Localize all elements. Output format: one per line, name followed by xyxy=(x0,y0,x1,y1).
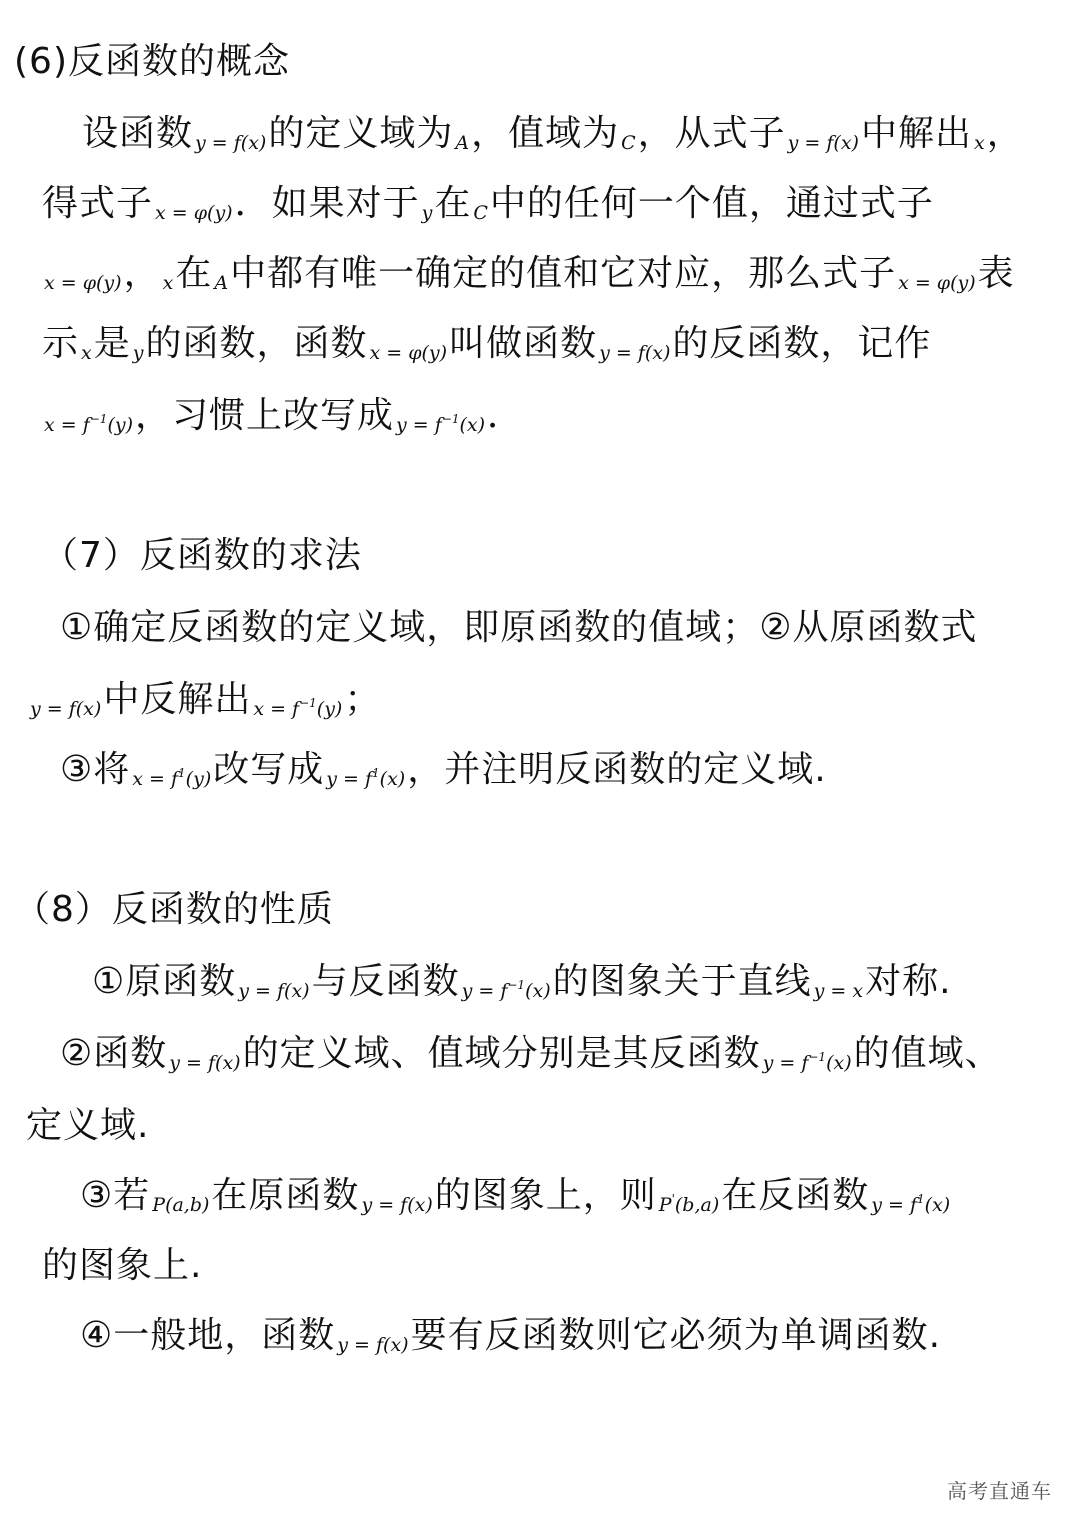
formula-part: y = f xyxy=(871,1194,918,1216)
section-8-item-2 xyxy=(60,1030,1002,1087)
formula-part: y = f xyxy=(461,980,508,1002)
formula xyxy=(132,768,211,790)
text: 的函数，函数 xyxy=(145,323,368,364)
text: 在反函数 xyxy=(721,1175,870,1216)
formula: x xyxy=(81,342,92,364)
formula xyxy=(871,1194,950,1216)
text: ，并注明反函数的定义域. xyxy=(407,749,827,790)
section-6-heading: (6)反函数的概念 xyxy=(14,41,290,82)
text: 表 xyxy=(977,253,1015,294)
text: 中反解出 xyxy=(103,679,252,720)
text: ③将 xyxy=(60,749,131,790)
text: ， xyxy=(123,253,161,294)
text: ，值域为 xyxy=(471,113,620,154)
formula: C xyxy=(473,202,488,224)
text: 在 xyxy=(434,183,472,224)
formula-part: y = f xyxy=(326,768,373,790)
text: ．如果对于 xyxy=(234,183,420,224)
formula: A xyxy=(214,272,229,294)
watermark: 高考直通车 xyxy=(947,1479,1052,1503)
formula: y = f(x) xyxy=(169,1052,241,1074)
text: ． xyxy=(487,395,525,436)
formula-part: (y) xyxy=(107,414,134,436)
formula: y = x xyxy=(813,980,864,1002)
formula xyxy=(326,768,405,790)
formula: x = φ(y) xyxy=(369,342,448,364)
formula: C xyxy=(621,132,636,154)
formula: y xyxy=(421,202,433,224)
formula: x xyxy=(162,272,174,294)
text: 中都有唯一确定的值和它对应，那么式子 xyxy=(230,253,897,294)
text: 在 xyxy=(175,253,213,294)
formula-exponent: −1 xyxy=(299,696,317,710)
formula: y = f(x) xyxy=(337,1334,409,1356)
text: 中解出 xyxy=(860,113,972,154)
section-7-heading: （7）反函数的求法 xyxy=(42,535,362,576)
formula-part: (y) xyxy=(316,698,343,720)
text: 设函数 xyxy=(82,113,194,154)
formula-exponent: 1 xyxy=(178,766,186,780)
text: ③若 xyxy=(80,1175,151,1216)
formula-part: (x) xyxy=(826,1052,852,1074)
formula-exponent: 1 xyxy=(917,1192,925,1206)
text: ①原函数 xyxy=(92,961,237,1002)
formula-part: x = f xyxy=(44,414,90,436)
section-8-item-3-cont xyxy=(42,1242,202,1290)
formula: P(a,b) xyxy=(152,1194,210,1216)
formula: x = φ(y) xyxy=(155,202,233,224)
formula-exponent: ' xyxy=(671,1192,675,1206)
formula: x = φ(y) xyxy=(898,272,976,294)
text: 的定义域为 xyxy=(268,113,454,154)
formula xyxy=(659,1194,719,1216)
formula xyxy=(44,414,133,436)
formula-exponent: −1 xyxy=(441,412,460,426)
text: ④一般地，函数 xyxy=(80,1315,336,1356)
section-6-line-2 xyxy=(42,180,934,237)
formula: y = f(x) xyxy=(599,342,671,364)
section-6-line-5 xyxy=(42,392,524,449)
text: 的值域、 xyxy=(853,1033,1002,1074)
section-6-line-4 xyxy=(42,320,931,377)
text: 的图象上，则 xyxy=(434,1175,657,1216)
section-6-line-3 xyxy=(42,250,1015,307)
text: 的反函数，记作 xyxy=(672,323,932,364)
text: 是 xyxy=(93,323,131,364)
text: 的图象关于直线 xyxy=(552,961,812,1002)
formula xyxy=(462,980,551,1002)
text: 与反函数 xyxy=(311,961,460,1002)
formula-part: x = f xyxy=(132,768,179,790)
text: 在原函数 xyxy=(211,1175,360,1216)
text: 对称. xyxy=(865,961,952,1002)
text: 改写成 xyxy=(213,749,325,790)
formula-part: (b,a) xyxy=(674,1194,720,1216)
formula-part: (x) xyxy=(924,1194,951,1216)
formula: x = φ(y) xyxy=(44,272,122,294)
section-7-line-3 xyxy=(60,746,827,803)
formula: y = f(x) xyxy=(195,132,267,154)
formula-part: y = f xyxy=(762,1052,809,1074)
formula-part: x = f xyxy=(253,698,300,720)
section-8-item-2-cont xyxy=(26,1102,149,1150)
text: ，从式子 xyxy=(637,113,786,154)
text: 的图象上. xyxy=(42,1245,203,1286)
section-8-heading: （8）反函数的性质 xyxy=(14,889,334,930)
formula-exponent: −1 xyxy=(507,978,526,992)
text: 要有反函数则它必须为单调函数. xyxy=(410,1315,942,1356)
formula-part: P xyxy=(658,1194,672,1216)
formula-exponent: −1 xyxy=(89,412,108,426)
section-6-line-1 xyxy=(82,110,1024,167)
formula xyxy=(763,1052,852,1074)
formula: x xyxy=(973,132,985,154)
formula-exponent: 1 xyxy=(372,766,380,780)
text: ②函数 xyxy=(60,1033,168,1074)
formula-part: (y) xyxy=(185,768,212,790)
formula-part: y = f xyxy=(396,414,442,436)
text: 叫做函数 xyxy=(449,323,598,364)
section-8-item-1 xyxy=(92,958,952,1015)
formula: y xyxy=(132,342,144,364)
formula-exponent: −1 xyxy=(808,1050,827,1064)
text: 定义域. xyxy=(26,1105,150,1146)
text: 示 xyxy=(42,323,80,364)
formula xyxy=(253,698,342,720)
text: ， xyxy=(986,113,1024,154)
section-7-line-1 xyxy=(60,604,978,652)
text: 得式子 xyxy=(42,183,154,224)
formula-part: (x) xyxy=(379,768,406,790)
section-8-item-3 xyxy=(80,1172,952,1229)
formula: A xyxy=(455,132,470,154)
section-7-line-2 xyxy=(28,676,381,733)
formula xyxy=(396,414,485,436)
text: ； xyxy=(344,679,382,720)
formula: y = f(x) xyxy=(30,698,102,720)
text: 的定义域、值域分别是其反函数 xyxy=(242,1033,761,1074)
formula-part: (x) xyxy=(459,414,486,436)
text: ①确定反函数的定义域，即原函数的值域；②从原函数式 xyxy=(60,607,978,648)
formula: y = f(x) xyxy=(361,1194,433,1216)
formula: y = f(x) xyxy=(238,980,310,1002)
section-8-item-4 xyxy=(80,1312,941,1369)
text: 中的任何一个值，通过式子 xyxy=(489,183,934,224)
text: ，习惯上改写成 xyxy=(135,395,395,436)
formula-part: (x) xyxy=(525,980,551,1002)
formula: y = f(x) xyxy=(787,132,859,154)
